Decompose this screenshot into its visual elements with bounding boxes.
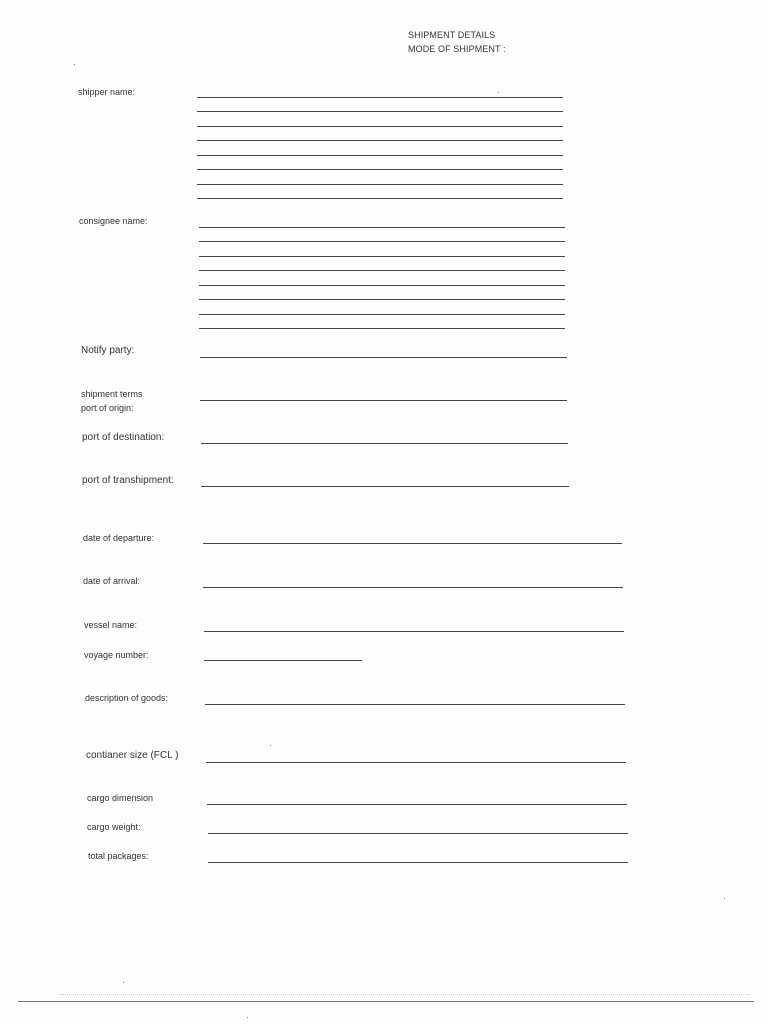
port-of-transhipment-label: port of transhipment: [82, 475, 174, 486]
shipper-name-line-3[interactable] [197, 126, 563, 127]
scan-edge-dots [60, 994, 750, 995]
vessel-name-label: vessel name: [84, 620, 138, 630]
cargo-weight-line[interactable] [208, 833, 628, 834]
shipper-name-line-8[interactable] [197, 198, 563, 199]
port-of-destination-label: port of destination: [82, 432, 165, 443]
consignee-name-line-3[interactable] [199, 256, 565, 257]
shipper-name-line-4[interactable] [197, 140, 563, 141]
description-of-goods-line[interactable] [205, 704, 625, 705]
shipper-name-line-1[interactable] [197, 97, 563, 98]
date-of-arrival-label: date of arrival: [83, 576, 141, 586]
vessel-name-line[interactable] [204, 631, 624, 632]
notify-party-line[interactable] [200, 357, 567, 358]
mode-of-shipment-label: MODE OF SHIPMENT : [408, 44, 506, 54]
notify-party-label: Notify party: [81, 345, 135, 356]
port-of-destination-line[interactable] [201, 443, 568, 444]
port-of-origin-label: port of origin: [81, 403, 134, 413]
scan-speck [724, 898, 725, 899]
consignee-name-line-7[interactable] [199, 314, 565, 315]
consignee-name-label: consignee name: [79, 216, 148, 226]
scan-speck [270, 745, 271, 746]
shipper-name-label: shipper name: [78, 87, 136, 97]
shipment-terms-label: shipment terms [81, 389, 143, 399]
scan-speck [123, 982, 124, 983]
total-packages-line[interactable] [208, 862, 628, 863]
consignee-name-line-1[interactable] [199, 227, 565, 228]
cargo-dimension-label: cargo dimension [87, 793, 154, 803]
voyage-number-label: voyage number: [84, 650, 149, 660]
scan-speck [498, 92, 499, 93]
cargo-dimension-line[interactable] [207, 804, 627, 805]
consignee-name-line-8[interactable] [199, 328, 565, 329]
consignee-name-line-4[interactable] [199, 270, 565, 271]
cargo-weight-label: cargo weight: [87, 822, 141, 832]
shipper-name-line-2[interactable] [197, 111, 563, 112]
scan-edge-line [18, 1001, 754, 1002]
total-packages-label: total packages: [88, 851, 149, 861]
port-of-transhipment-line[interactable] [201, 486, 569, 487]
shipper-name-line-6[interactable] [197, 169, 563, 170]
scan-speck [247, 1017, 248, 1018]
voyage-number-line[interactable] [204, 660, 362, 661]
shipper-name-line-7[interactable] [197, 184, 563, 185]
shipment-terms-line[interactable] [200, 400, 567, 401]
container-size-line[interactable] [206, 762, 626, 763]
date-of-departure-line[interactable] [203, 543, 622, 544]
date-of-departure-label: date of departure: [83, 533, 155, 543]
container-size-label: contianer size (FCL ) [86, 750, 179, 761]
shipper-name-line-5[interactable] [197, 155, 563, 156]
date-of-arrival-line[interactable] [203, 587, 623, 588]
consignee-name-line-6[interactable] [199, 299, 565, 300]
description-of-goods-label: description of goods: [85, 693, 169, 703]
form-header [408, 28, 506, 56]
consignee-name-line-5[interactable] [199, 285, 565, 286]
form-title: SHIPMENT DETAILS [408, 30, 496, 40]
consignee-name-line-2[interactable] [199, 241, 565, 242]
scan-speck [74, 64, 75, 65]
